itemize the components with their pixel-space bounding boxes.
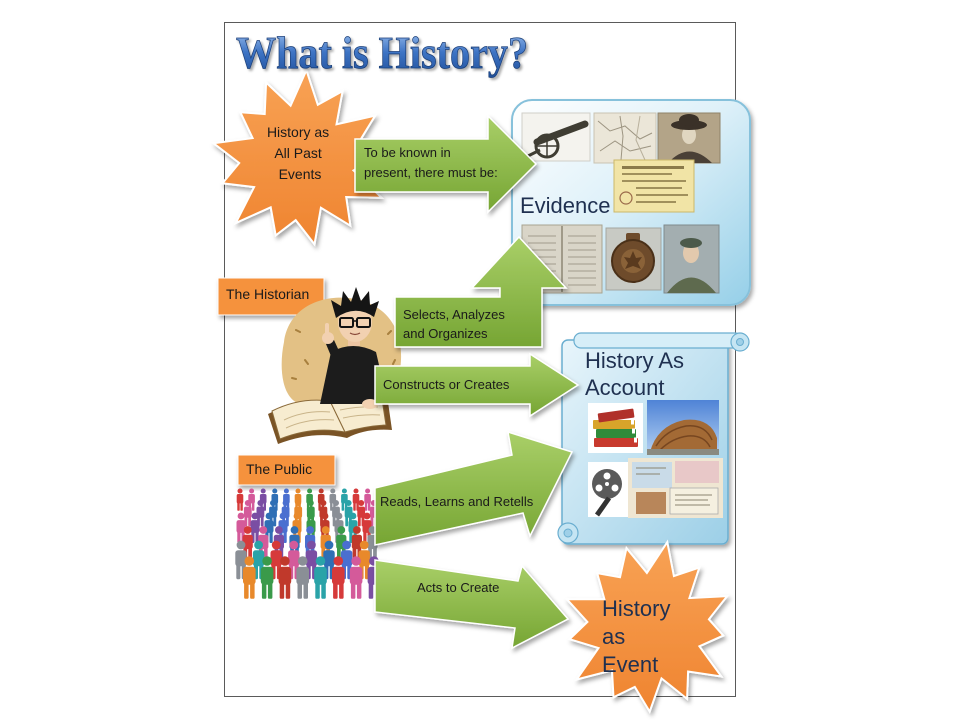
person-body <box>306 550 317 566</box>
person-body <box>364 494 371 503</box>
person-body <box>314 567 327 585</box>
past-events-label-line: Events <box>278 166 322 182</box>
person-head <box>266 513 273 520</box>
person-head <box>238 513 245 520</box>
doc-line <box>636 194 688 196</box>
documents-image <box>628 458 723 518</box>
person-head <box>358 500 364 506</box>
reel-hole <box>604 473 611 480</box>
person-head <box>322 526 330 534</box>
person-body <box>350 567 363 585</box>
historian-label: The Historian <box>226 286 310 302</box>
scroll-top-curl-inner <box>737 339 744 346</box>
badge-photo <box>606 228 661 290</box>
event-label-line: Event <box>602 652 659 677</box>
person-head <box>316 556 326 566</box>
person-head <box>351 556 361 566</box>
person-head <box>289 541 298 550</box>
books-image <box>588 403 643 453</box>
doc-line <box>622 180 686 182</box>
scroll-bottom-curl-inner <box>564 529 572 537</box>
person-head <box>270 500 276 506</box>
doc-line <box>622 173 672 175</box>
event-label-line: History <box>602 596 671 621</box>
soldier-cap <box>680 238 702 248</box>
person-head <box>244 526 252 534</box>
person-head <box>330 489 335 494</box>
person-head <box>283 500 289 506</box>
reel-hub <box>605 482 609 486</box>
document <box>632 462 672 488</box>
person-head <box>365 489 370 494</box>
person-body <box>243 567 256 585</box>
person-head <box>245 500 251 506</box>
woman-portrait-photo <box>658 113 720 163</box>
person-head <box>262 556 272 566</box>
person-body <box>237 494 244 503</box>
person-head <box>280 556 290 566</box>
portrait-hat-crown <box>679 114 699 126</box>
account-title-line: Account <box>585 375 665 400</box>
person-body <box>359 550 370 566</box>
evidence-title: Evidence <box>520 193 611 218</box>
account-scroll <box>558 333 749 544</box>
doc-line <box>636 201 676 203</box>
person-body <box>341 550 352 566</box>
doc-line <box>622 166 684 169</box>
reel-hole <box>596 485 603 492</box>
person-head <box>308 500 314 506</box>
museum-image <box>647 400 719 455</box>
person-head <box>342 541 351 550</box>
person-head <box>350 513 357 520</box>
person-head <box>249 489 254 494</box>
person-head <box>364 513 371 520</box>
person-head <box>322 513 329 520</box>
document-photo <box>614 160 694 212</box>
scroll-top-roll <box>574 333 742 348</box>
person-head <box>325 541 334 550</box>
arrow-label-line: To be known in <box>364 145 451 160</box>
person-head <box>294 513 301 520</box>
event-label-line: as <box>602 624 626 649</box>
person-head <box>336 513 343 520</box>
person-head <box>337 526 345 534</box>
film-reel-image <box>588 462 628 517</box>
person-body <box>296 567 309 585</box>
person-head <box>298 556 308 566</box>
soldier-portrait-photo <box>664 225 719 293</box>
book <box>596 429 636 438</box>
doc-line <box>636 187 682 189</box>
person-body <box>279 567 292 585</box>
person-head <box>291 526 299 534</box>
document <box>670 488 718 514</box>
person-head <box>252 513 259 520</box>
person-head <box>346 500 352 506</box>
photo-frame <box>594 113 656 163</box>
book <box>594 438 638 447</box>
page-title: What is History? <box>236 27 528 78</box>
museum-ground <box>647 449 719 455</box>
past-events-label-line: History as <box>266 124 330 140</box>
person-head <box>280 513 287 520</box>
document <box>636 492 666 514</box>
person-head <box>354 489 359 494</box>
person-head <box>307 489 312 494</box>
public-node <box>238 455 335 485</box>
person-head <box>237 541 246 550</box>
person-body <box>261 567 274 585</box>
person-head <box>245 556 255 566</box>
person-body <box>253 550 264 566</box>
person-head <box>319 489 324 494</box>
person-head <box>307 541 316 550</box>
map-photo <box>594 113 656 163</box>
arrow-label-line: Selects, Analyzes <box>403 307 505 322</box>
person-head <box>353 526 361 534</box>
person-head <box>257 500 263 506</box>
past-events-label-line: All Past <box>274 145 322 161</box>
person-head <box>334 556 344 566</box>
historian-finger <box>325 323 329 336</box>
person-body <box>288 550 299 566</box>
person-body <box>244 507 252 518</box>
arrow-label-line: and Organizes <box>403 326 488 341</box>
person-head <box>306 526 314 534</box>
person-head <box>295 500 301 506</box>
person-body <box>235 550 246 566</box>
person-head <box>296 489 301 494</box>
person-head <box>360 541 369 550</box>
arrow-label: Acts to Create <box>417 580 500 595</box>
person-body <box>332 567 345 585</box>
person-body <box>271 550 282 566</box>
person-head <box>284 489 289 494</box>
person-head <box>272 489 277 494</box>
person-head <box>320 500 326 506</box>
public-label: The Public <box>246 461 313 477</box>
person-body <box>353 494 360 503</box>
person-head <box>275 526 283 534</box>
person-head <box>259 526 267 534</box>
cannon-photo <box>522 113 590 161</box>
person-head <box>308 513 315 520</box>
arrow-label: Constructs or Creates <box>383 377 510 392</box>
person-head <box>261 489 266 494</box>
person-head <box>333 500 339 506</box>
account-title-line: History As <box>585 348 685 373</box>
person-body <box>323 550 334 566</box>
reel-hole <box>612 485 619 492</box>
person-head <box>254 541 263 550</box>
person-head <box>238 489 243 494</box>
arrow-label-line: present, there must be: <box>364 165 498 180</box>
document <box>675 461 719 483</box>
arrow-label: Reads, Learns and Retells <box>380 494 534 509</box>
person-body <box>251 520 260 533</box>
person-head <box>342 489 347 494</box>
person-head <box>272 541 281 550</box>
